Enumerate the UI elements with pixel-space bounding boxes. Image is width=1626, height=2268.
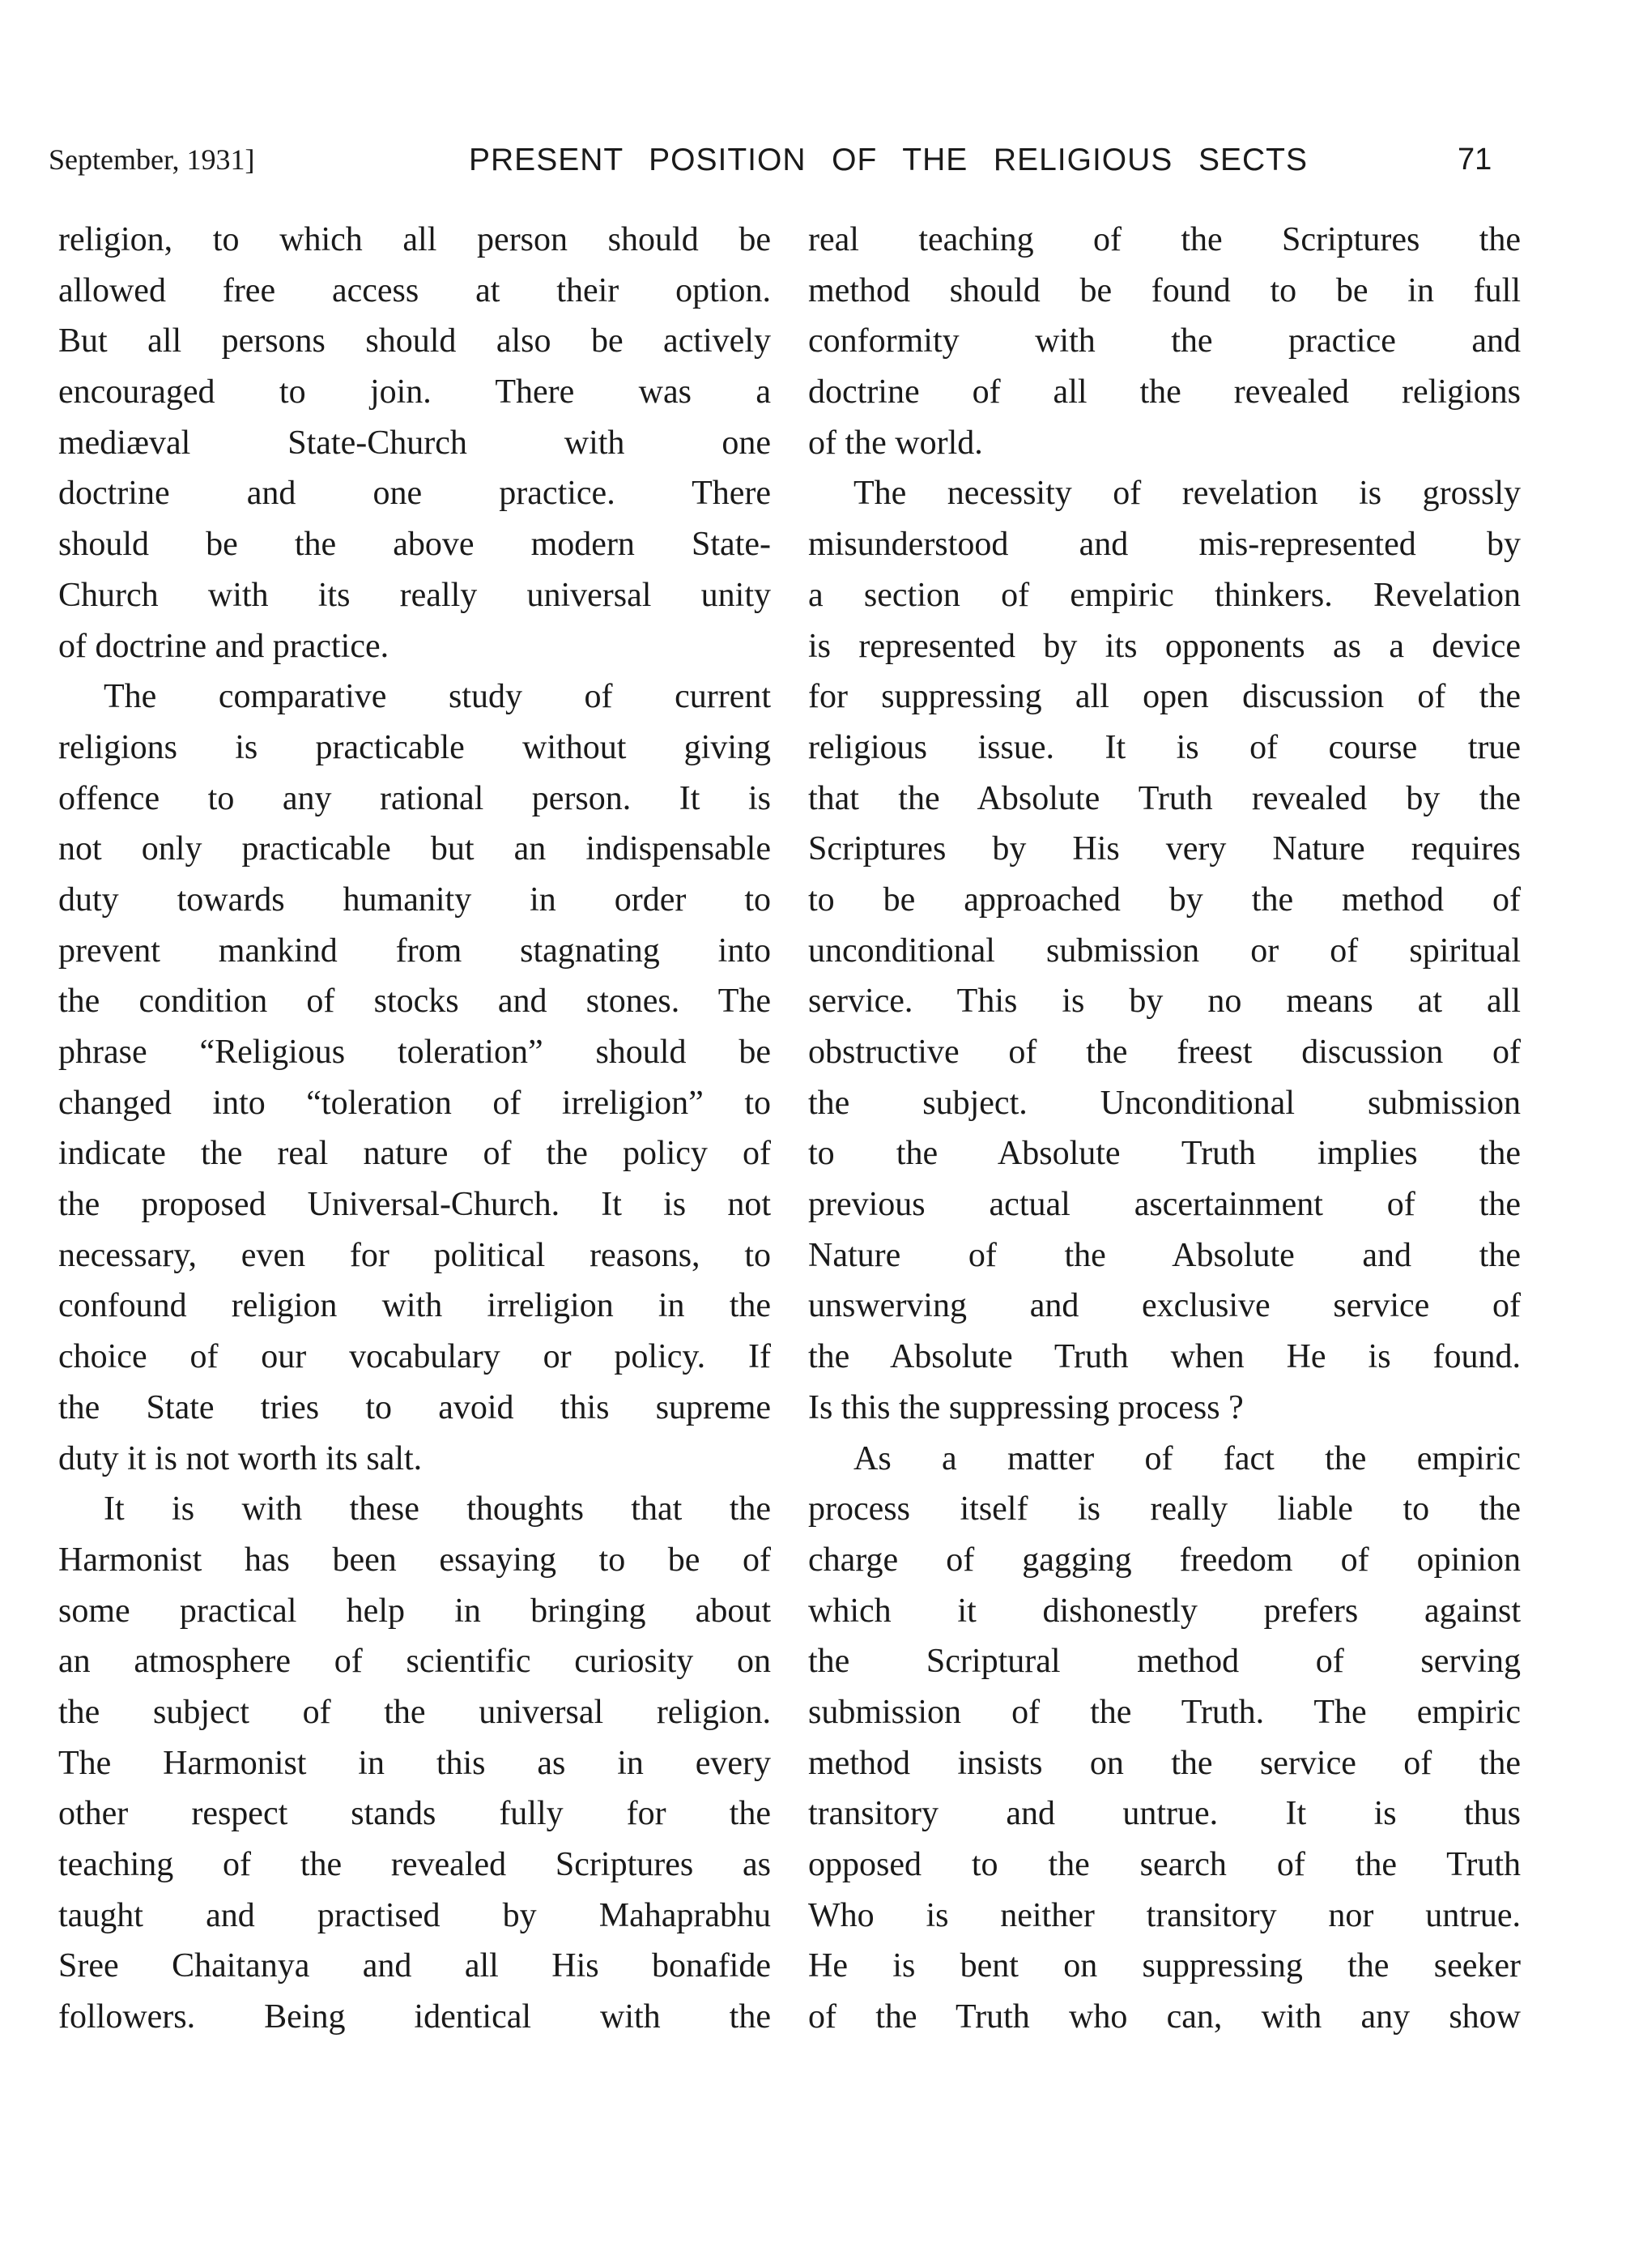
text-line: necessary, even for political reasons, to	[58, 1236, 771, 1274]
text-line: that the Absolute Truth revealed by the	[808, 779, 1521, 817]
text-line: phrase “Religious toleration” should be	[58, 1034, 771, 1071]
text-line: duty towards humanity in order to	[58, 880, 771, 919]
text-line: taught and practised by Mahaprabhu	[58, 1896, 771, 1934]
text-line: religious issue. It is of course true	[808, 728, 1521, 766]
text-line: unconditional submission or of spiritual	[808, 932, 1521, 970]
text-line: Nature of the Absolute and the	[808, 1236, 1521, 1274]
text-line: The Harmonist in this as in every	[58, 1744, 771, 1782]
text-line: offence to any rational person. It is	[58, 779, 771, 817]
text-line: service. This is by no means at all	[808, 983, 1521, 1021]
text-line: confound religion with irreligion in the	[58, 1287, 771, 1325]
paragraph	[808, 468, 1521, 1433]
text-line: transitory and untrue. It is thus	[808, 1795, 1521, 1833]
text-line: the subject of the universal religion.	[58, 1693, 771, 1731]
text-line: the subject. Unconditional submission	[808, 1084, 1521, 1122]
text-line: the Absolute Truth when He is found.	[808, 1338, 1521, 1376]
text-line: It is with these thoughts that the	[104, 1490, 771, 1528]
text-line: He is bent on suppressing the seeker	[808, 1947, 1521, 1985]
text-line: Who is neither transitory nor untrue.	[808, 1896, 1521, 1934]
text-line: method should be found to be in full	[808, 271, 1521, 309]
text-line: religions is practicable without giving	[58, 728, 771, 766]
text-line: duty it is not worth its salt.	[58, 1439, 423, 1477]
text-line: But all persons should also be actively	[58, 322, 771, 360]
running-header-date: September, 1931]	[49, 143, 255, 176]
text-line: followers. Being identical with the	[58, 1998, 771, 2036]
text-line: unswerving and exclusive service of	[808, 1287, 1521, 1325]
text-line: allowed free access at their option.	[58, 271, 771, 309]
text-line: method insists on the service of the	[808, 1744, 1521, 1782]
text-line: encouraged to join. There was a	[58, 373, 771, 411]
text-line: Church with its really universal unity	[58, 576, 771, 614]
text-column-right	[808, 215, 1521, 2043]
text-line: other respect stands fully for the	[58, 1795, 771, 1833]
text-line: of the world.	[808, 424, 983, 462]
text-column-left	[58, 215, 771, 2043]
text-line: changed into “toleration of irreligion” to	[58, 1084, 771, 1122]
text-line: Is this the suppressing process ?	[808, 1388, 1244, 1426]
text-line: the State tries to avoid this supreme	[58, 1388, 771, 1426]
text-line: submission of the Truth. The empiric	[808, 1693, 1521, 1731]
text-line: doctrine and one practice. There	[58, 475, 771, 513]
paragraph	[808, 1434, 1521, 2043]
text-line: process itself is really liable to the	[808, 1490, 1521, 1528]
text-line: religion, to which all person should be	[58, 221, 771, 258]
text-line: which it dishonestly prefers against	[808, 1592, 1521, 1630]
paragraph	[58, 215, 771, 671]
text-line: obstructive of the freest discussion of	[808, 1034, 1521, 1071]
text-line: Harmonist has been essaying to be of	[58, 1541, 771, 1579]
text-line: conformity with the practice and	[808, 322, 1521, 360]
text-line: As a matter of fact the empiric	[853, 1439, 1521, 1477]
text-line: charge of gagging freedom of opinion	[808, 1541, 1521, 1579]
text-line: opposed to the search of the Truth	[808, 1846, 1521, 1883]
text-line: should be the above modern State-	[58, 526, 771, 564]
text-line: to be approached by the method of	[808, 880, 1521, 919]
text-line: indicate the real nature of the policy of	[58, 1135, 771, 1173]
text-line: Scriptures by His very Nature requires	[808, 830, 1521, 868]
text-line: some practical help in bringing about	[58, 1592, 771, 1630]
text-line: the proposed Universal-Church. It is not	[58, 1186, 771, 1224]
text-line: of doctrine and practice.	[58, 627, 389, 665]
text-line: misunderstood and mis-represented by	[808, 526, 1521, 564]
text-line: The necessity of revelation is grossly	[853, 475, 1521, 513]
page-number: 71	[1458, 143, 1492, 177]
text-line: prevent mankind from stagnating into	[58, 932, 771, 970]
text-line: mediæval State-Church with one	[58, 424, 771, 462]
text-line: real teaching of the Scriptures the	[808, 221, 1521, 258]
text-line: doctrine of all the revealed religions	[808, 373, 1521, 411]
text-line: The comparative study of current	[104, 678, 771, 716]
text-line: an atmosphere of scientific curiosity on	[58, 1643, 771, 1681]
text-line: teaching of the revealed Scriptures as	[58, 1846, 771, 1883]
text-line: previous actual ascertainment of the	[808, 1186, 1521, 1224]
text-line: of the Truth who can, with any show	[808, 1998, 1521, 2036]
text-line: a section of empiric thinkers. Revelation	[808, 576, 1521, 614]
running-header-title: PRESENT POSITION OF THE RELIGIOUS SECTS	[469, 143, 1308, 177]
text-line: to the Absolute Truth implies the	[808, 1135, 1521, 1173]
text-line: choice of our vocabulary or policy. If	[58, 1338, 771, 1376]
text-line: the condition of stocks and stones. The	[58, 983, 771, 1021]
text-line: not only practicable but an indispensable	[58, 830, 771, 868]
paragraph	[58, 671, 771, 1484]
paragraph	[808, 215, 1521, 468]
text-line: Sree Chaitanya and all His bonafide	[58, 1947, 771, 1985]
text-line: for suppressing all open discussion of the	[808, 678, 1521, 716]
text-line: is represented by its opponents as a device	[808, 627, 1521, 665]
text-line: the Scriptural method of serving	[808, 1643, 1521, 1681]
paragraph	[58, 1484, 771, 2043]
